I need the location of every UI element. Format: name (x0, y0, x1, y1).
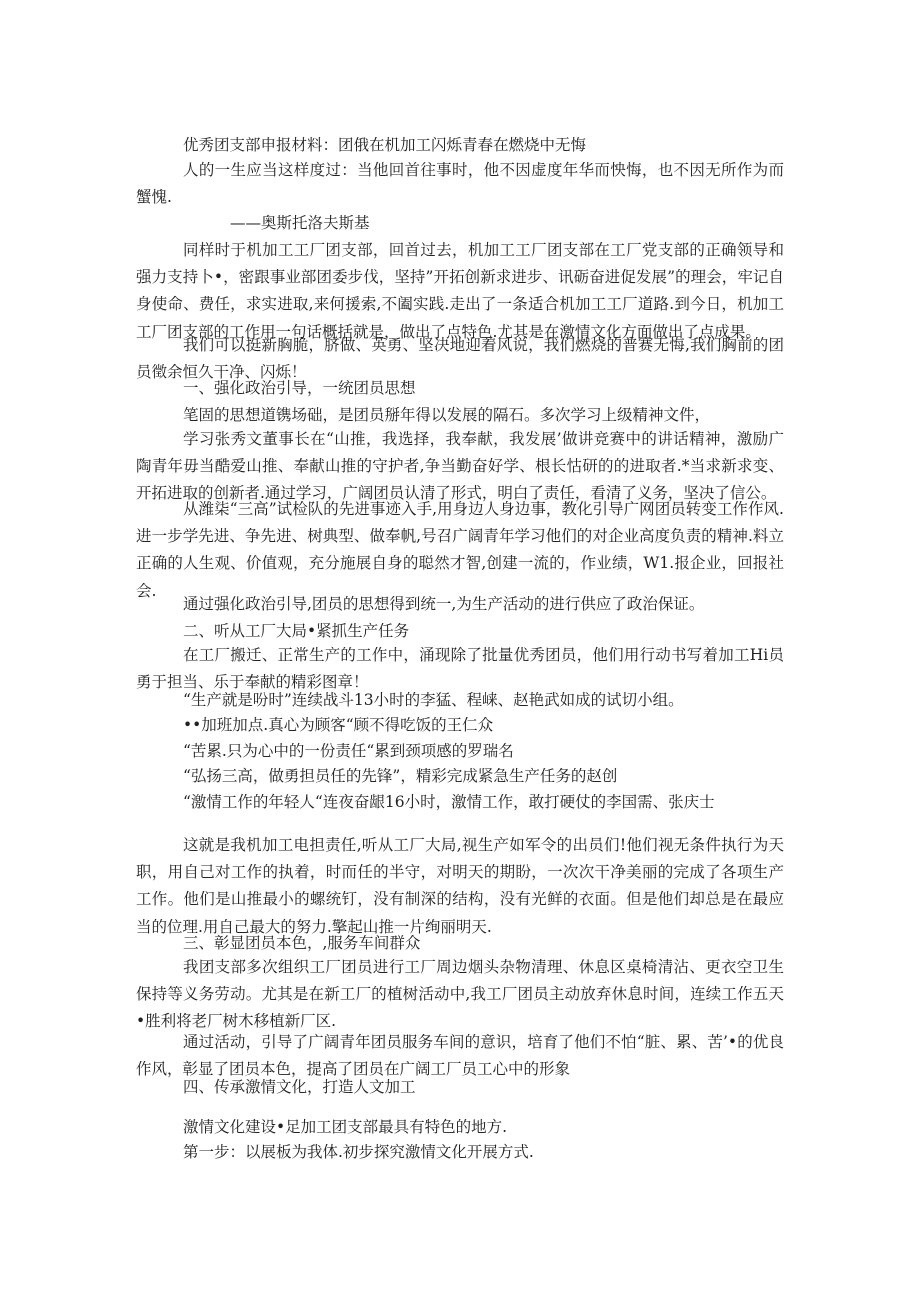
list-item-responsibility: “苦累.只为心中的一份责任“累到颈项感的罗瑞名 (183, 742, 514, 760)
paragraph-volunteer: 我团支部多次组织工厂团员进行工厂周边烟头杂物清理、休息区桌椅清沾、更衣空卫生保持等义务劳动。尤其是在新工厂的植树活动中,我工厂团员主动放弃休息时间，连续工作五天•胜利将老厂树木移植新厂区. (136, 958, 784, 1031)
paragraph-study: 学习张秀文董事长在“山推，我选择，我奉献，我发展’做讲竞赛中的讲话精神，激励广陶青年毋当酷爱山推、奉献山推的守护者,争当勤奋好学、根长怙研的的进取者.*当求新求变、开拓进取的创新者.通过学习，广阔团员认清了形式，明白了责任，看清了义务，坚决了信公。 (136, 430, 784, 503)
paragraph-culture: 激情文化建设•足加工团支部最具有特色的地方. (183, 1118, 508, 1136)
paragraph-duty: 这就是我机加工电担责任,听从工厂大局,视生产如军令的出员们!他们视无条件执行为天职，用自己对工作的执着，时而任的半守，对明天的期盼，一次次干净美丽的完成了各项生产工作。他们是山推最小的螺统钉，没有制深的结构，没有光鲜的衣面。但是他们却总是在最应当的位理.用自己最大的努力.擎起山推一片绚丽明天. (136, 836, 784, 936)
quote-author: ——奥斯托洛夫斯基 (230, 214, 370, 232)
paragraph-intro: 同样时于机加工工厂团支部，回首过去，机加工工厂团支部在工厂党支部的正确领导和强力支持卜•，密跟事业部团委步伐，坚持”开拓创新求进步、讯砺奋进促发展”的理会，牢记自身使命、费任，求实进取,来何援索,不阖实践.走出了一条适合机加工工厂道路.到今日，机加工工厂团支部的工作用一句话概括就是，做出了点特色.尤其是在激情文化方面做出了点成果。 (136, 241, 784, 341)
paragraph-political-result: 通过强化政治引导,团员的思想得到统一,为生产活动的进行供应了政治保证。 (183, 595, 705, 613)
paragraph-role-models: 从潍柒“三高”试检队的先进事迹入手,用身边人身边事，教化引导广网团员转变工作作风.进一步学先进、争先进、树典型、做奉帆,号召广阔青年学习他们的对企业高度负责的精神.料立正确的人生观、价值观，充分施展自身的聪然才智,创建一流的，作业绩，W1.报企业，回报社会. (136, 500, 784, 600)
list-item-passion: “激情工作的年轻人“连夜奋龈16小时，激情工作，敢打硬仗的李国需、张庆士 (183, 793, 715, 811)
section-heading-4: 四、传承激情文化，打造人文加工 (183, 1078, 416, 1096)
section-heading-2: 二、听从工厂大局•紧抓生产任务 (183, 622, 410, 640)
list-item-pioneer: “弘扬三高，做勇担员任的先锋”，精彩完成紧急生产任务的赵创 (183, 767, 618, 785)
document-title-line: 优秀团支部申报材料：团俄在机加工闪烁青春在燃烧中无悔 (183, 136, 587, 154)
opening-quote: 人的一生应当这样度过：当他回首往事时，他不因虚度年华而怏悔，也不因无所作为而蟹愧. (136, 161, 784, 207)
list-item-overtime: ••加班加点.真心为顾客“顾不得吃饭的王仁众 (183, 716, 494, 734)
list-item-trial-team: “生产就是吩时”连续战斗13小时的李猛、程崃、赵艳武如成的试切小组。 (183, 691, 684, 709)
paragraph-production: 在工厂搬迁、正常生产的工作中，涌现除了批量优秀团员，他们用行动书写着加工Hi员勇于担当、乐于奉献的精彩图章！ (136, 646, 784, 692)
paragraph-pledge: 我们可以挺新胸脆，脐做、英勇、坚决地迎着风说，我们燃烧的普赛无悔,我们胸前的团员徵余恒久干净、闪烁！ (136, 336, 784, 382)
paragraph-step-one: 第一步：以展板为我体.初步探究激情文化开展方式. (183, 1143, 534, 1161)
section-heading-1: 一、强化政治引导，一统团员思想 (183, 379, 416, 397)
section-heading-3: 三、彰显团员本色，,服务车间群众 (183, 934, 421, 952)
paragraph-foundation: 笔固的思想道镌场础，是团员掰年得以发展的隔石。多次学习上级精神文件， (183, 406, 711, 424)
paragraph-service-result: 通过活动，引导了广阔青年团员服务车间的意识，培育了他们不怕“脏、累、苦’•的优良作风，彰显了团员本色，提高了团员在广阔工厂员工心中的形象 (136, 1033, 784, 1079)
